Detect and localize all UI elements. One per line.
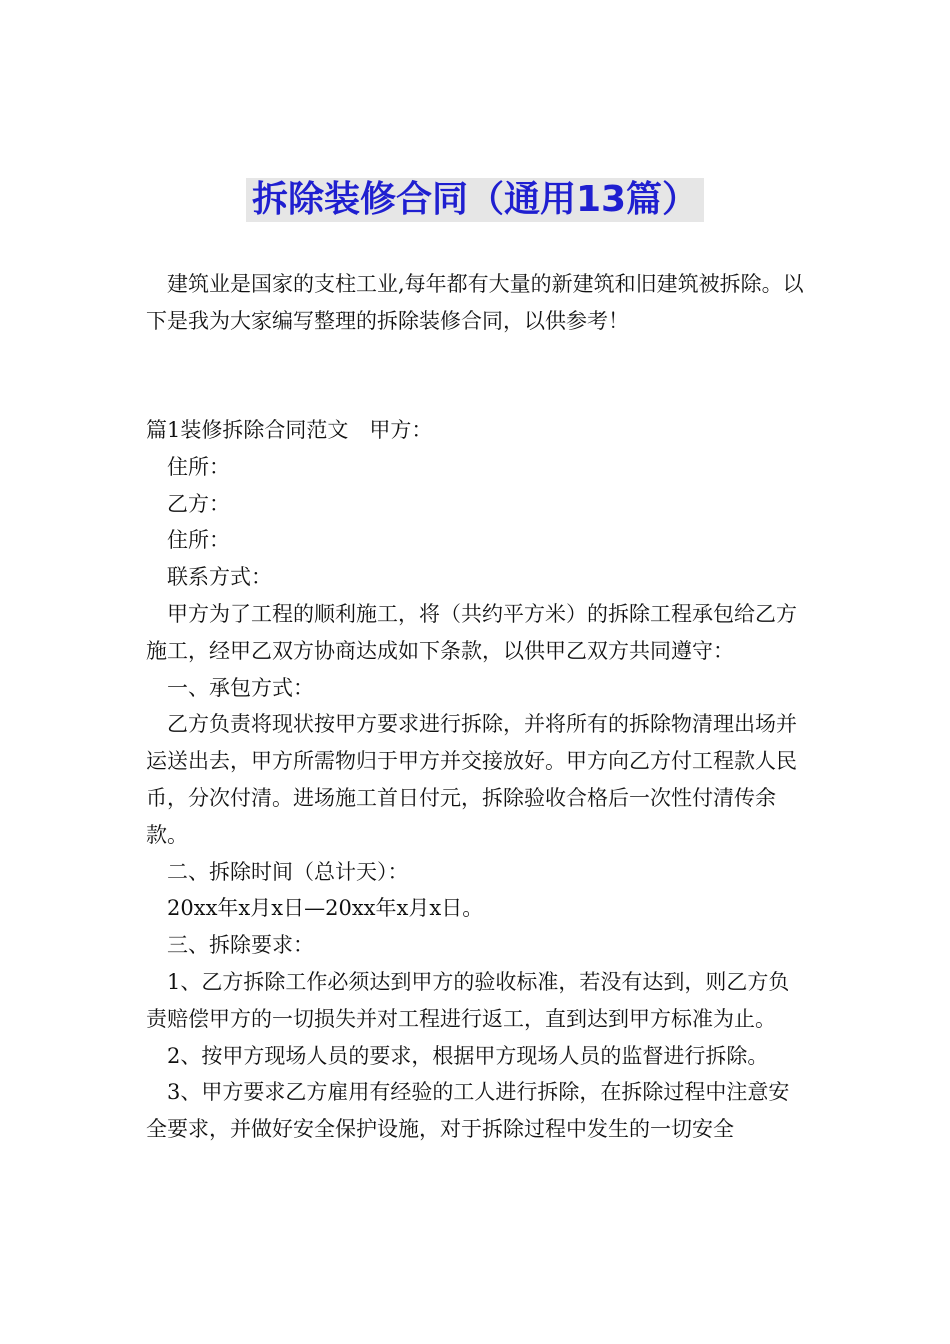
document-title: 拆除装修合同（通用13篇） xyxy=(246,178,704,222)
body-paragraph: 1、乙方拆除工作必须达到甲方的验收标准，若没有达到，则乙方负责赔偿甲方的一切损失并对工程进行返工，直到达到甲方标准为止。 xyxy=(146,969,790,1031)
clause-heading: 一、承包方式： xyxy=(167,675,314,700)
body-paragraph: 2、按甲方现场人员的要求，根据甲方现场人员的监督进行拆除。 xyxy=(167,1043,769,1068)
field-line: 住所： xyxy=(167,454,230,479)
body-paragraph: 乙方负责将现状按甲方要求进行拆除，并将所有的拆除物清理出场并运送出去，甲方所需物归于甲方并交接放好。甲方向乙方付工程款人民币，分次付清。进场施工首日付元，拆除验收合格后一次性付清传余款。 xyxy=(146,712,797,847)
body-paragraph: 20xx年x月x日—20xx年x月x日。 xyxy=(167,896,484,921)
body-paragraph: 甲方为了工程的顺利施工，将（共约平方米）的拆除工程承包给乙方施工，经甲乙双方协商达成如下条款，以供甲乙双方共同遵守： xyxy=(146,601,797,663)
body-paragraph: 3、甲方要求乙方雇用有经验的工人进行拆除，在拆除过程中注意安全要求，并做好安全保护设施，对于拆除过程中发生的一切安全 xyxy=(146,1080,790,1142)
clause-heading: 二、拆除时间（总计天）： xyxy=(167,859,409,884)
contract-body xyxy=(146,412,810,1148)
title-container xyxy=(0,178,950,222)
field-line: 联系方式： xyxy=(167,565,272,590)
intro-section xyxy=(146,266,810,340)
clause-heading: 三、拆除要求： xyxy=(167,933,314,958)
field-line: 乙方： xyxy=(167,491,230,516)
field-line: 住所： xyxy=(167,528,230,553)
section-heading: 篇1装修拆除合同范文 甲方： xyxy=(146,418,433,442)
intro-paragraph: 建筑业是国家的支柱工业,每年都有大量的新建筑和旧建筑被拆除。以下是我为大家编写整理的拆除装修合同，以供参考！ xyxy=(146,272,804,333)
